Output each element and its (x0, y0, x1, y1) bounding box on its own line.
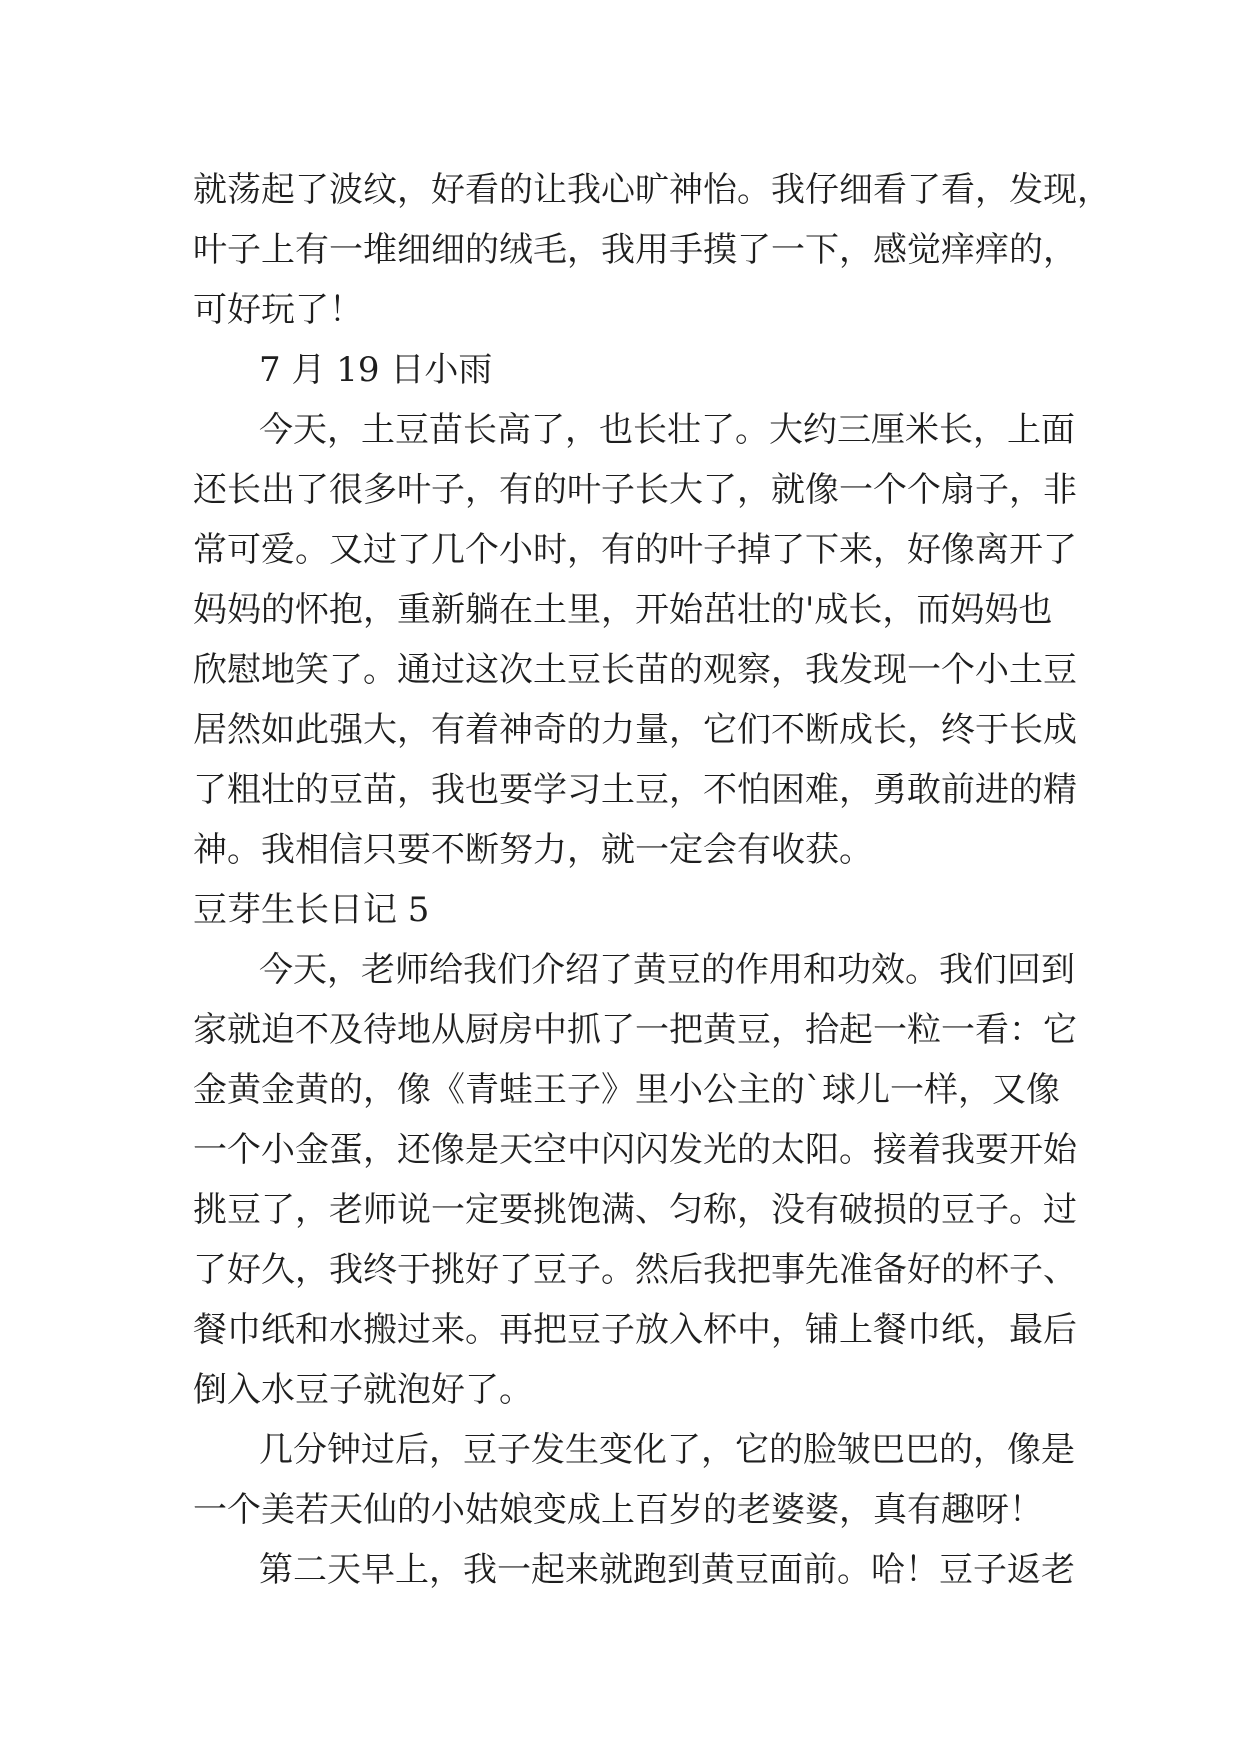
text-line: 金黄金黄的，像《青蛙王子》里小公主的`球儿一样，又像 (193, 1070, 1060, 1110)
text-line: 欣慰地笑了。通过这次土豆长苗的观察，我发现一个小土豆 (193, 650, 1077, 690)
diary-date-heading: 7 月 19 日小雨 (259, 350, 493, 390)
text-line: 常可爱。又过了几个小时，有的叶子掉了下来，好像离开了 (193, 530, 1077, 570)
text-line: 家就迫不及待地从厨房中抓了一把黄豆，拾起一粒一看：它 (193, 1010, 1077, 1050)
text-line: 就荡起了波纹，好看的让我心旷神怡。我仔细看了看，发现， (193, 170, 1111, 210)
text-line: 餐巾纸和水搬过来。再把豆子放入杯中，铺上餐巾纸，最后 (193, 1310, 1077, 1350)
text-line: 一个小金蛋，还像是天空中闪闪发光的太阳。接着我要开始 (193, 1130, 1077, 1170)
text-line: 了好久，我终于挑好了豆子。然后我把事先准备好的杯子、 (193, 1250, 1077, 1290)
document-page (193, 160, 1111, 1600)
text-line: 妈妈的怀抱，重新躺在土里，开始茁壮的'成长，而妈妈也 (193, 590, 1053, 630)
text-line: 叶子上有一堆细细的绒毛，我用手摸了一下，感觉痒痒的， (193, 230, 1077, 270)
text-line: 倒入水豆子就泡好了。 (193, 1370, 533, 1410)
text-line: 还长出了很多叶子，有的叶子长大了，就像一个个扇子，非 (193, 470, 1077, 510)
text-line: 今天，土豆苗长高了，也长壮了。大约三厘米长，上面 (259, 410, 1075, 450)
text-line: 挑豆了，老师说一定要挑饱满、匀称，没有破损的豆子。过 (193, 1190, 1077, 1230)
text-line: 居然如此强大，有着神奇的力量，它们不断成长，终于长成 (193, 710, 1077, 750)
text-line: 了粗壮的豆苗，我也要学习土豆，不怕困难，勇敢前进的精 (193, 770, 1077, 810)
text-line: 可好玩了！ (193, 290, 363, 330)
text-line: 第二天早上，我一起来就跑到黄豆面前。哈！豆子返老 (259, 1550, 1075, 1590)
text-line: 几分钟过后，豆子发生变化了，它的脸皱巴巴的，像是 (259, 1430, 1075, 1470)
text-line: 一个美若天仙的小姑娘变成上百岁的老婆婆，真有趣呀！ (193, 1490, 1043, 1530)
text-line: 今天，老师给我们介绍了黄豆的作用和功效。我们回到 (259, 950, 1075, 990)
section-title: 豆芽生长日记 5 (193, 890, 430, 930)
text-line: 神。我相信只要不断努力，就一定会有收获。 (193, 830, 873, 870)
